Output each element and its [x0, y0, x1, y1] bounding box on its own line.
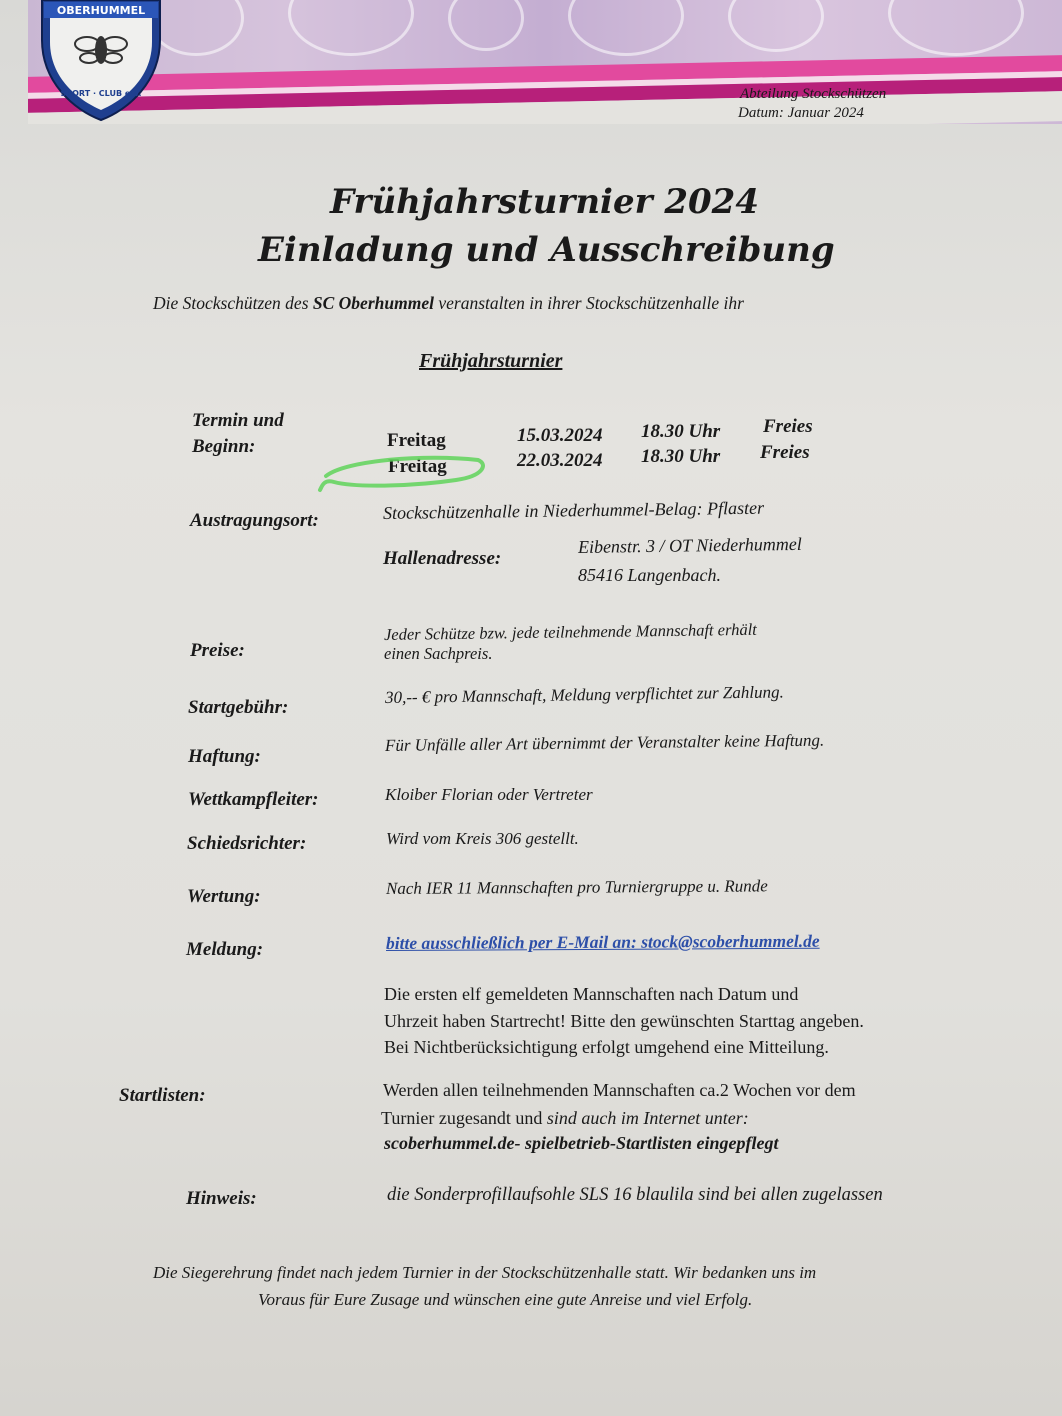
meldung-line-3: Bei Nichtberücksichtigung erfolgt umgehend eine Mitteilung.	[384, 1037, 829, 1057]
footer-line-2: Voraus für Eure Zusage und wünschen eine gute Anreise und viel Erfolg.	[258, 1290, 753, 1309]
schiedsrichter-value: Wird vom Kreis 306 gestellt.	[386, 829, 579, 848]
club-logo-icon	[38, 0, 164, 122]
startgebuehr-label: Startgebühr:	[188, 697, 289, 718]
meldung-label: Meldung:	[186, 939, 264, 960]
wettkampfleiter-label: Wettkampfleiter:	[188, 789, 319, 810]
preise-line-2: einen Sachpreis.	[384, 644, 493, 663]
startlisten-label: Startlisten:	[119, 1085, 206, 1106]
ort-value: Stockschützenhalle in Niederhummel-Belag: Pflaster	[382, 497, 765, 523]
termin-time-1: 18.30 Uhr	[641, 421, 721, 442]
startgebuehr-value: 30,-- € pro Mannschaft, Meldung verpflichtet zur Zahlung.	[384, 682, 784, 707]
address-label: Hallenadresse:	[383, 548, 502, 569]
document-date: Datum: Januar 2024	[738, 105, 864, 121]
address-line-2: 85416 Langenbach.	[578, 565, 721, 585]
department: Abteilung Stockschützen	[740, 86, 887, 102]
termin-label-line2: Beginn:	[192, 436, 256, 457]
intro-club: SC Oberhummel	[312, 293, 434, 313]
footer-line-1: Die Siegerehrung findet nach jedem Turnier in der Stockschützenhalle statt. Wir bedanken uns im	[153, 1263, 817, 1282]
termin-time-2: 18.30 Uhr	[641, 446, 721, 467]
logo-top-text: OBERHUMMEL	[56, 4, 146, 17]
startlisten-line-2b: sind auch im Internet unter:	[546, 1108, 749, 1128]
preise-line-1: Jeder Schütze bzw. jede teilnehmende Mannschaft erhält	[383, 619, 757, 644]
meldung-line-1: Die ersten elf gemeldeten Mannschaften nach Datum und	[384, 984, 799, 1004]
termin-date-1: 15.03.2024	[517, 425, 603, 446]
termin-day-2: Freitag	[388, 456, 447, 477]
hinweis-value: die Sonderprofillaufsohle SLS 16 blaulila sind bei allen zugelassen	[387, 1185, 883, 1205]
intro-text	[153, 293, 744, 314]
termin-day-1: Freitag	[387, 430, 446, 451]
header-banner	[28, 0, 1062, 124]
preise-label: Preise:	[190, 640, 245, 661]
wettkampfleiter-value: Kloiber Florian oder Vertreter	[385, 785, 593, 804]
address-line-1: Eibenstr. 3 / OT Niederhummel	[577, 533, 802, 557]
startlisten-line-2a: Turnier zugesandt und	[381, 1108, 547, 1128]
title-line-1: Frühjahrsturnier 2024	[330, 182, 759, 222]
haftung-value: Für Unfälle aller Art übernimmt der Veranstalter keine Haftung.	[384, 730, 825, 755]
wertung-label: Wertung:	[187, 886, 261, 907]
termin-type-2: Freies	[760, 442, 810, 463]
termin-label-line1: Termin und	[192, 410, 284, 431]
title-line-2: Einladung und Ausschreibung	[258, 230, 835, 270]
intro-before: Die Stockschützen des	[153, 293, 313, 313]
startlisten-line-1: Werden allen teilnehmenden Mannschaften ca.2 Wochen vor dem	[383, 1080, 856, 1100]
hinweis-label: Hinweis:	[186, 1188, 257, 1209]
termin-date-2: 22.03.2024	[517, 450, 603, 471]
haftung-label: Haftung:	[188, 746, 261, 767]
schiedsrichter-label: Schiedsrichter:	[187, 833, 307, 854]
termin-type-1: Freies	[763, 416, 813, 437]
intro-after: veranstalten in ihrer Stockschützenhalle ihr	[433, 293, 744, 313]
meldung-line-2: Uhrzeit haben Startrecht! Bitte den gewünschten Starttag angeben.	[384, 1011, 864, 1031]
event-name: Frühjahrsturnier	[419, 350, 563, 372]
green-marker-circle-icon	[316, 446, 488, 494]
wertung-value: Nach IER 11 Mannschaften pro Turniergruppe u. Runde	[385, 876, 768, 898]
startlisten-line-2	[381, 1108, 749, 1129]
startlisten-line-3: scoberhummel.de- spielbetrieb-Startlisten eingepflegt	[384, 1133, 779, 1153]
meldung-email-link[interactable]: bitte ausschließlich per E-Mail an: stock@scoberhummel.de	[385, 930, 820, 953]
logo-bottom-text: SPORT · CLUB e.V.	[60, 89, 142, 98]
ort-label: Austragungsort:	[190, 510, 319, 531]
